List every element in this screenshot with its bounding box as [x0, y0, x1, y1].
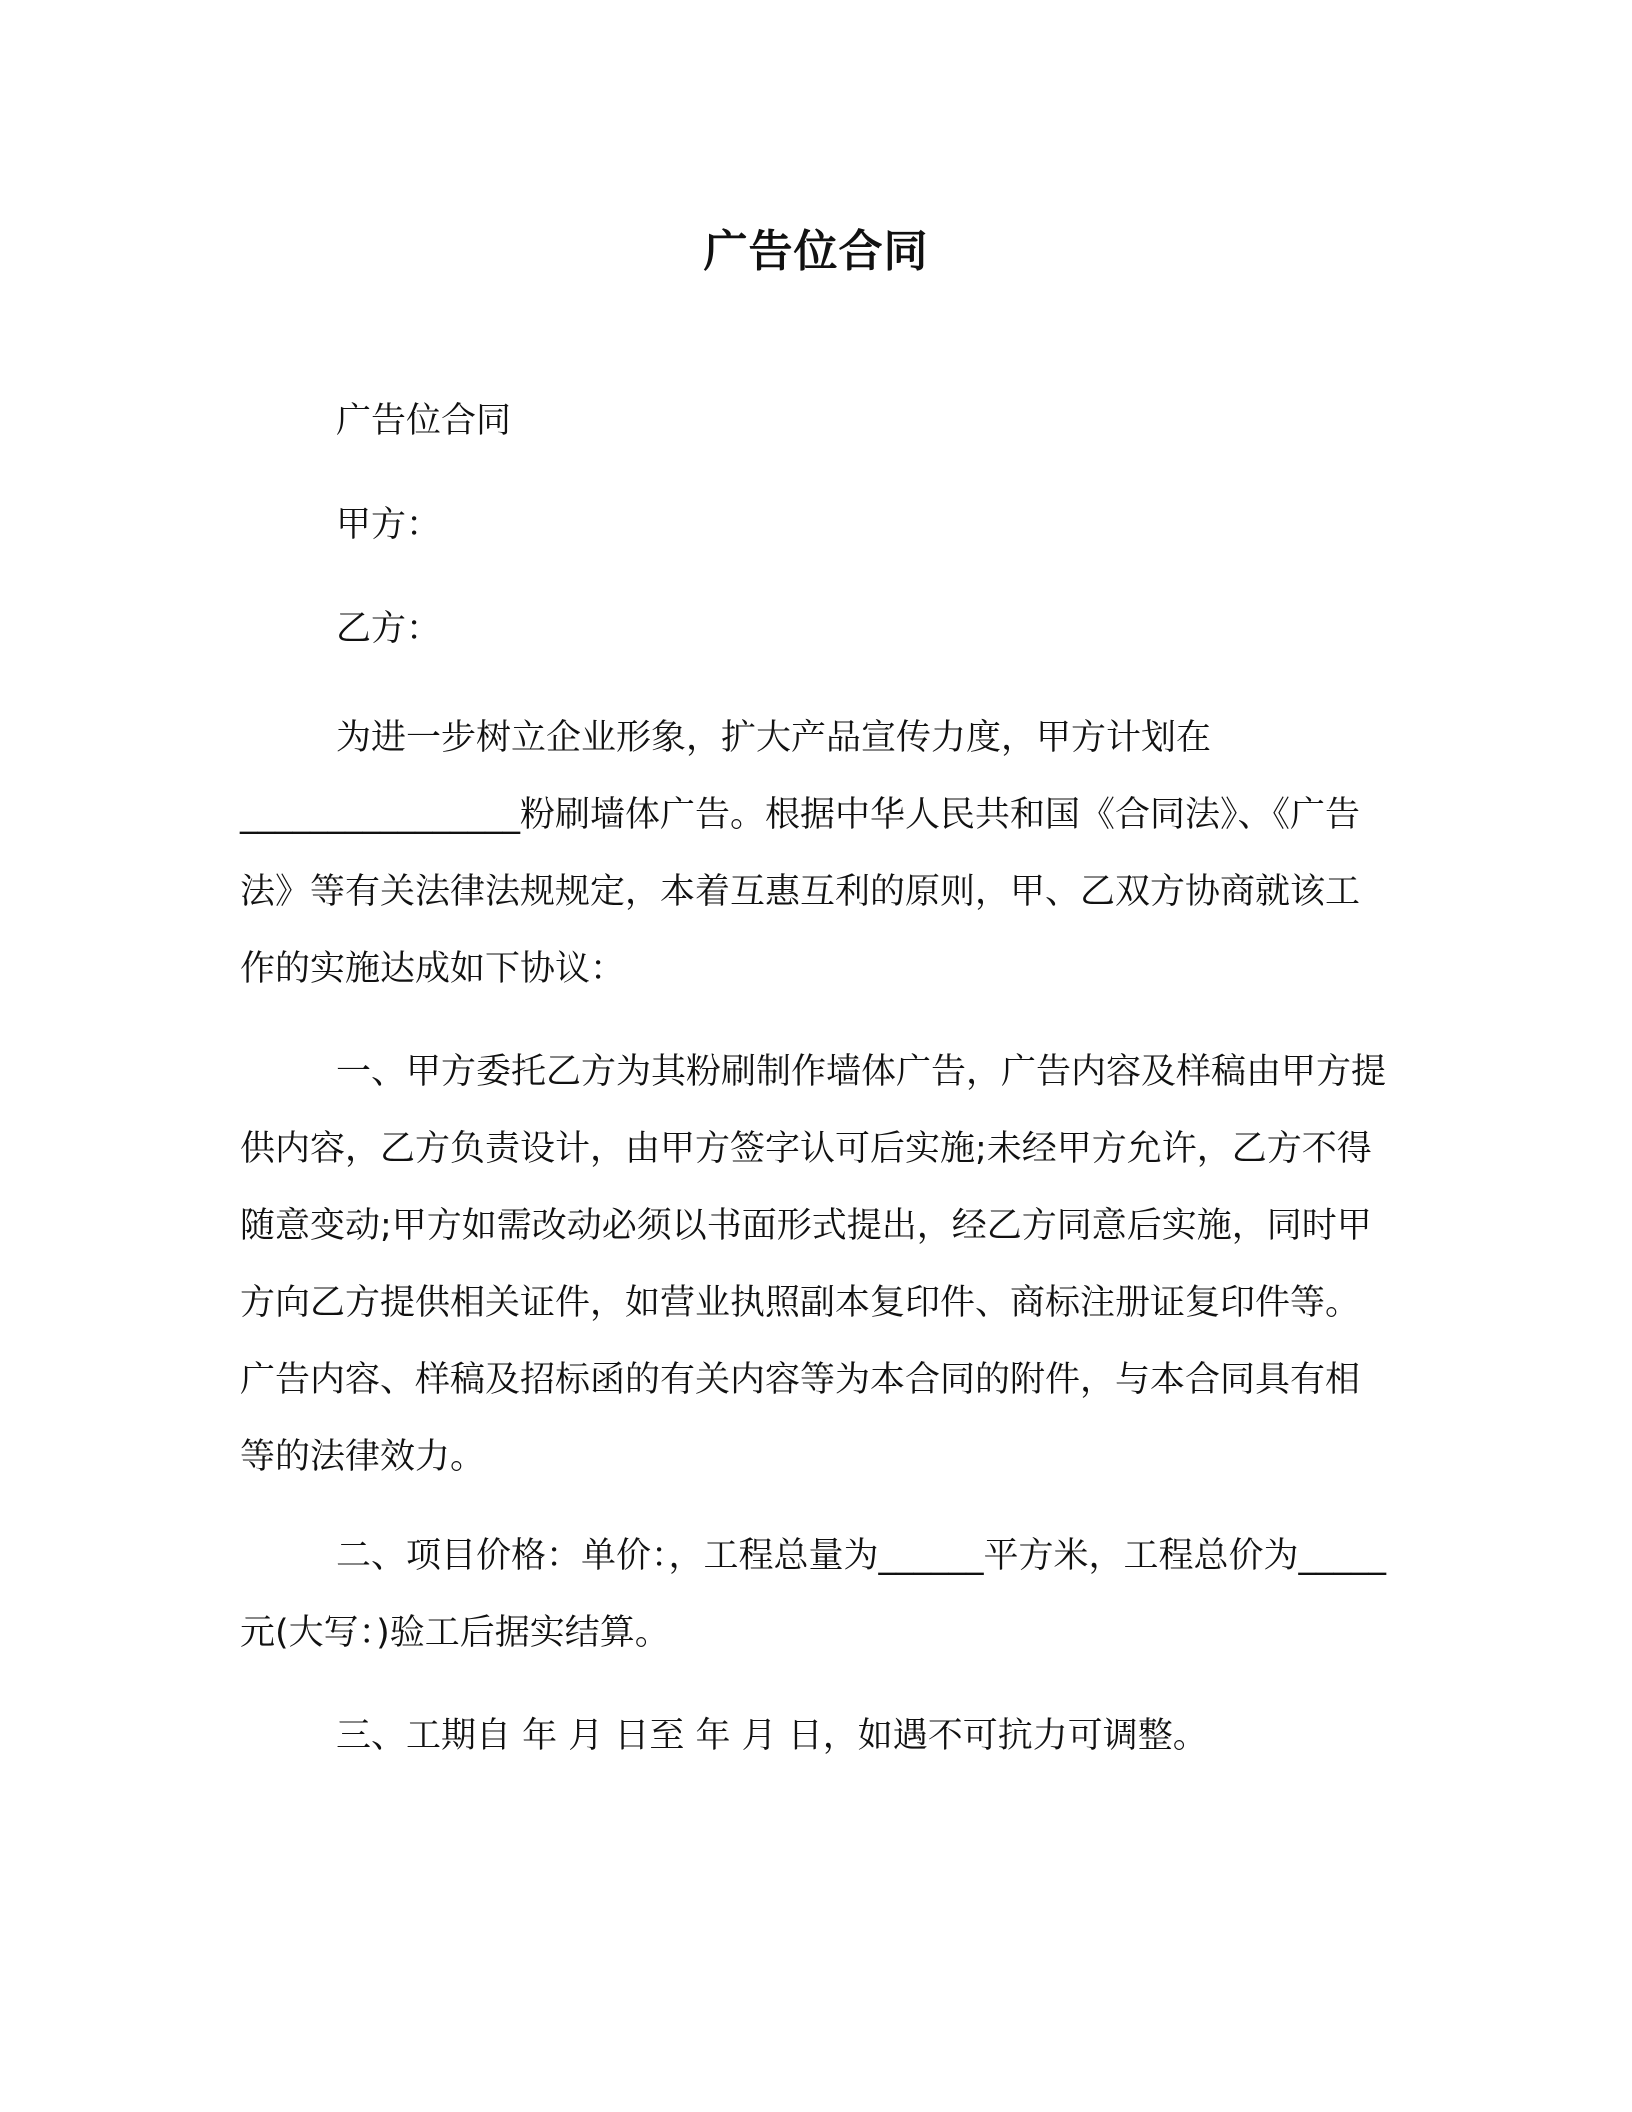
- paragraph-text: 三、工期自 年 月 日至 年 月 日，如遇不可抗力可调整。: [336, 1716, 1208, 1756]
- document-subtitle: 广告位合同: [336, 401, 512, 441]
- party-a-label: 甲方：: [336, 505, 442, 545]
- paragraph-text: 二、项目价格：单价：，工程总量为______平方米，工程总价为_____元(大写：)验工后据实结算。: [240, 1536, 1387, 1653]
- paragraph-clause-1: [240, 1034, 1392, 1496]
- paragraph-clause-2: [240, 1518, 1392, 1672]
- document-title: 广告位合同: [703, 226, 929, 277]
- paragraph-text: 为进一步树立企业形象，扩大产品宣传力度，甲方计划在________________粉刷墙体广告。根据中华人民共和国《合同法》、《广告法》等有关法律法规规定，本着互惠互利的原则，甲、乙双方协商就该工作的实施达成如下协议：: [240, 718, 1361, 989]
- paragraph-clause-3: [240, 1698, 1392, 1775]
- paragraph-text: 一、甲方委托乙方为其粉刷制作墙体广告，广告内容及样稿由甲方提供内容，乙方负责设计，由甲方签字认可后实施;未经甲方允许，乙方不得随意变动;甲方如需改动必须以书面形式提出，经乙方同意后实施，同时甲方向乙方提供相关证件，如营业执照副本复印件、商标注册证复印件等。广告内容、样稿及招标函的有关内容等为本合同的附件，与本合同具有相等的法律效力。: [240, 1052, 1387, 1477]
- paragraph-intro: [240, 700, 1392, 1008]
- party-b-label: 乙方：: [336, 609, 442, 649]
